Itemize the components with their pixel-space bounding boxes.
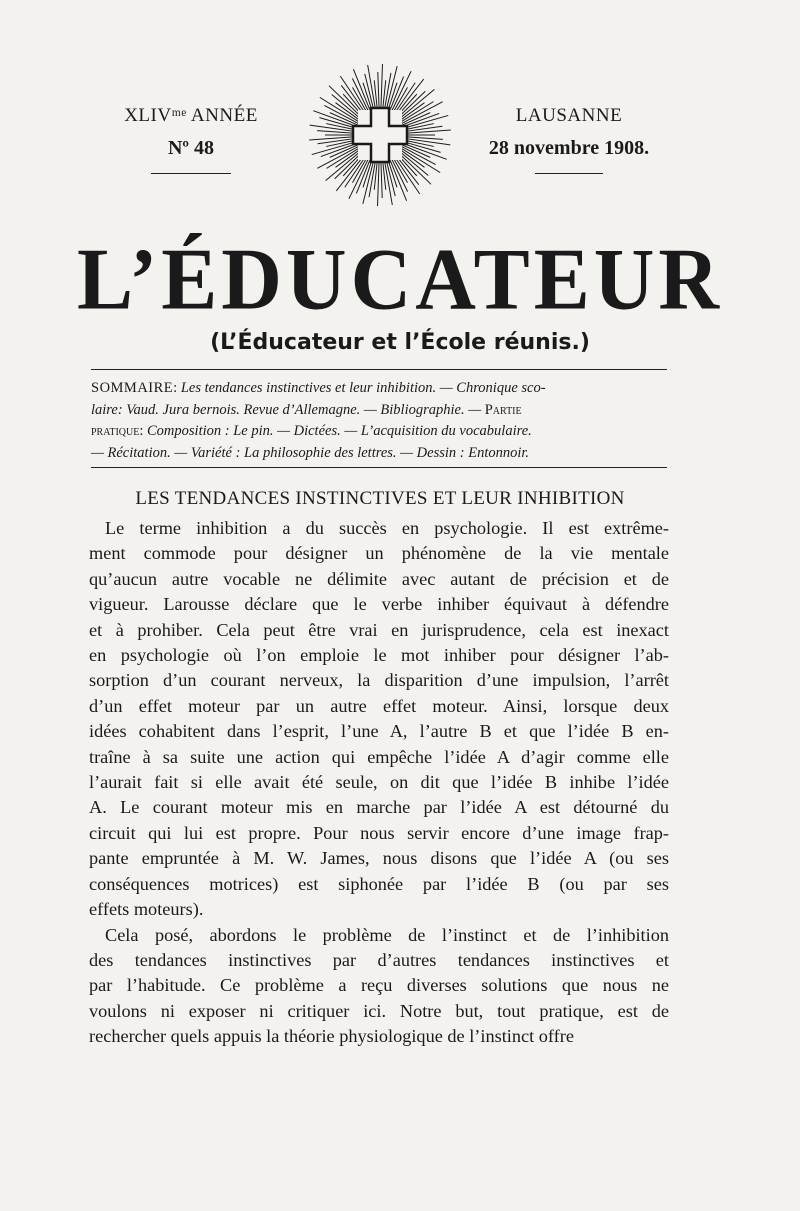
article-line: des tendances instinctives par d’autres tendances instinctives et <box>89 949 669 970</box>
article-line: et à prohiber. Cela peut être vrai en jurisprudence, cela est inexact <box>89 619 669 640</box>
journal-title: L’ÉDUCATEUR <box>76 230 724 329</box>
article-line: Cela posé, abordons le problème de l’instinct et de l’inhibition <box>105 924 669 945</box>
article-line: vigueur. Larousse déclare que le verbe inhiber équivaut à défendre <box>89 594 669 615</box>
header-right <box>462 103 676 174</box>
article-line: pante empruntée à M. W. James, nous disons que l’idée A (ou ses <box>89 848 669 869</box>
header-left-rule <box>151 173 231 174</box>
summary-pratique: pratique <box>91 423 140 439</box>
article-line: conséquences motrices) est siphonée par l’idée B (ou par ses <box>89 873 669 894</box>
article-line: voulons ni exposer ni critiquer ici. Notre but, tout pratique, est de <box>89 1000 669 1021</box>
summary-line-3: pratique: Composition : Le pin. — Dictées. — L’acquisition du vocabulaire. <box>91 423 532 439</box>
article-line: par l’habitude. Ce problème a reçu diverses solutions que nous ne <box>89 975 669 996</box>
article-line: rechercher quels appuis la théorie physiologique de l’instinct offre <box>89 1026 574 1047</box>
issue-number: Nº 48 <box>167 137 215 159</box>
article-line: effets moteurs). <box>89 899 204 920</box>
article-line: circuit qui lui est propre. Pour nous servir encore d’une image frap- <box>89 822 669 843</box>
article-line: idées cohabitent dans l’esprit, l’une A, l’autre B et que l’idée B en- <box>89 721 669 742</box>
article-line: l’aurait fait si elle avait été seule, on dit que l’idée B inhibe l’idée <box>89 772 669 793</box>
summary-items-4: — Récitation. — Variété : La philosophie des lettres. — Dessin : Entonnoir. <box>91 444 530 461</box>
year-label: XLIVᵐᵉ ANNÉE <box>124 105 258 126</box>
article-line: A. Le courant moteur mis en marche par l’idée A est détourné du <box>89 797 669 818</box>
article-line: Le terme inhibition a du succès en psychologie. Il est extrême- <box>105 518 669 538</box>
summary-items-3: Composition : Le pin. — Dictées. — L’acquisition du vocabulaire. <box>147 423 532 439</box>
summary-label: SOMMAIRE <box>91 380 174 396</box>
table-of-contents <box>91 378 667 464</box>
article-title: LES TENDANCES INSTINCTIVES ET LEUR INHIBITION <box>135 488 625 509</box>
summary-partie: Partie <box>484 401 522 418</box>
article-line: traîne à sa suite une action qui empêche l’idée A d’agir comme elle <box>89 746 669 767</box>
header-right-rule <box>535 173 603 174</box>
city-label: LAUSANNE <box>515 105 623 126</box>
article-line: sorption d’un courant nerveux, la disparition d’une impulsion, l’arrêt <box>89 670 669 691</box>
summary-items-1: Les tendances instinctives et leur inhibition. — Chronique sco- <box>180 380 546 396</box>
swiss-cross-emblem-icon <box>305 60 455 210</box>
summary-bottom-rule <box>91 467 667 468</box>
article-line: ment commode pour désigner un phénomène de la vie mentale <box>89 543 669 564</box>
summary-line-2 <box>91 400 667 422</box>
summary-line-4 <box>91 443 667 465</box>
article-line: qu’aucun autre vocable ne délimite avec autant de précision et de <box>89 568 669 589</box>
article-line: d’un effet moteur par un autre effet moteur. Ainsi, lorsque deux <box>89 695 669 716</box>
article-line: en psychologie où l’on emploie le mot inhiber pour désigner l’ab- <box>89 645 669 666</box>
summary-top-rule <box>91 369 667 370</box>
summary-items-2: laire: Vaud. Jura bernois. Revue d’Allemagne. — Bibliographie. — <box>91 401 485 418</box>
issue-date: 28 novembre 1908. <box>488 137 650 159</box>
article-body <box>89 516 669 1050</box>
journal-subtitle: (L’Éducateur et l’École réunis.) <box>210 330 590 355</box>
header-left <box>110 103 272 174</box>
summary-line-1: SOMMAIRE: Les tendances instinctives et leur inhibition. — Chronique sco- <box>91 380 546 396</box>
